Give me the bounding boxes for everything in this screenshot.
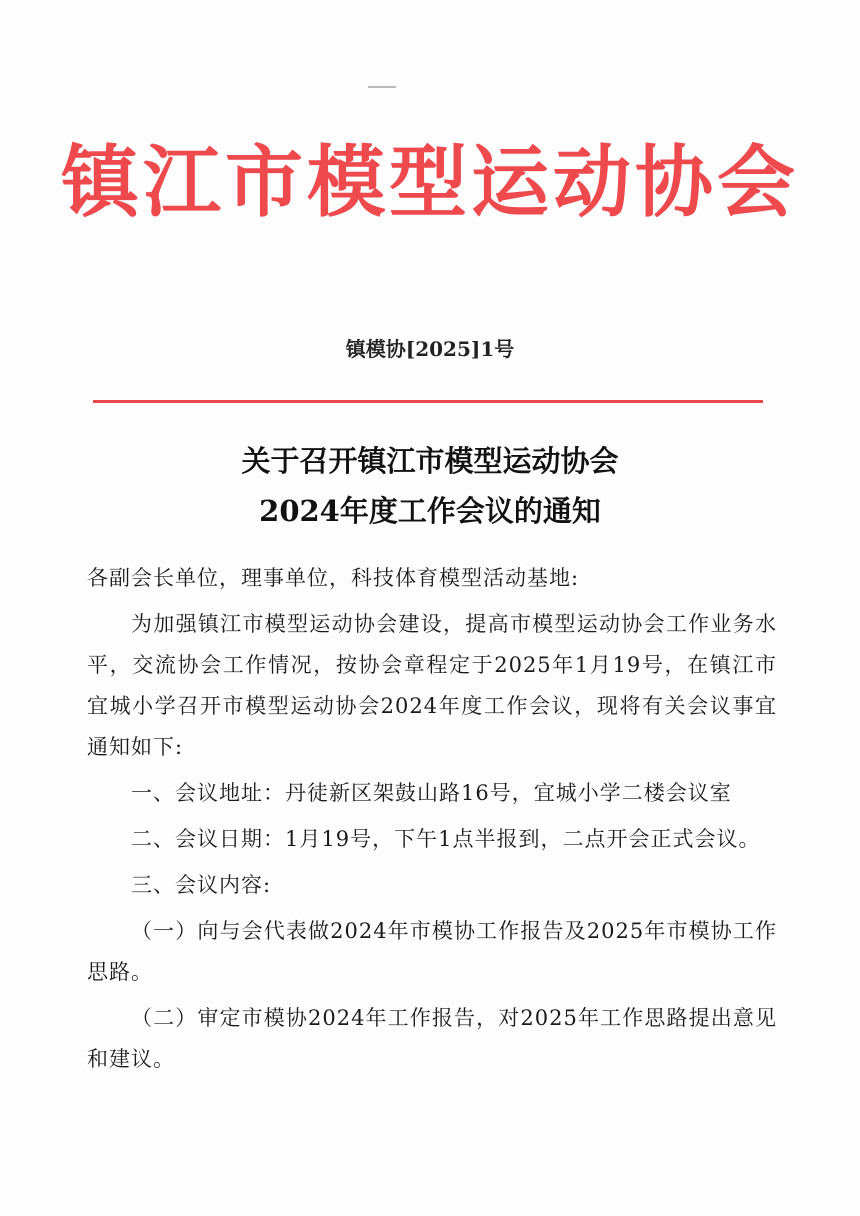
salutation: 各副会长单位，理事单位，科技体育模型活动基地: xyxy=(87,566,580,590)
letterhead-title: 镇江市模型运动协会 xyxy=(60,137,799,228)
notice-title-line-1: 关于召开镇江市模型运动协会 xyxy=(241,444,619,478)
document-number: 镇模协[2025]1号 xyxy=(345,337,515,361)
meeting-content-item-1: （一）向与会代表做2024年市模协工作报告及2025年市模协工作思路。 xyxy=(87,919,777,984)
meeting-address: 一、会议地址：丹徒新区架鼓山路16号，宜城小学二楼会议室 xyxy=(131,781,732,805)
notice-title xyxy=(0,436,860,536)
scan-mark xyxy=(368,86,396,88)
meeting-date: 二、会议日期：1月19号，下午1点半报到，二点开会正式会议。 xyxy=(131,827,761,851)
red-divider-line xyxy=(93,400,763,403)
notice-title-line-2: 2024年度工作会议的通知 xyxy=(259,494,601,528)
meeting-content-heading: 三、会议内容: xyxy=(131,873,272,897)
meeting-content-item-2: （二）审定市模协2024年工作报告，对2025年工作思路提出意见和建议。 xyxy=(87,1006,777,1071)
notice-body xyxy=(87,558,777,1080)
intro-paragraph: 为加强镇江市模型运动协会建设，提高市模型运动协会工作业务水平，交流协会工作情况，按协会章程定于2025年1月19号，在镇江市宜城小学召开市模型运动协会2024年度工作会议，现将有关会议事宜通知如下: xyxy=(87,612,777,759)
